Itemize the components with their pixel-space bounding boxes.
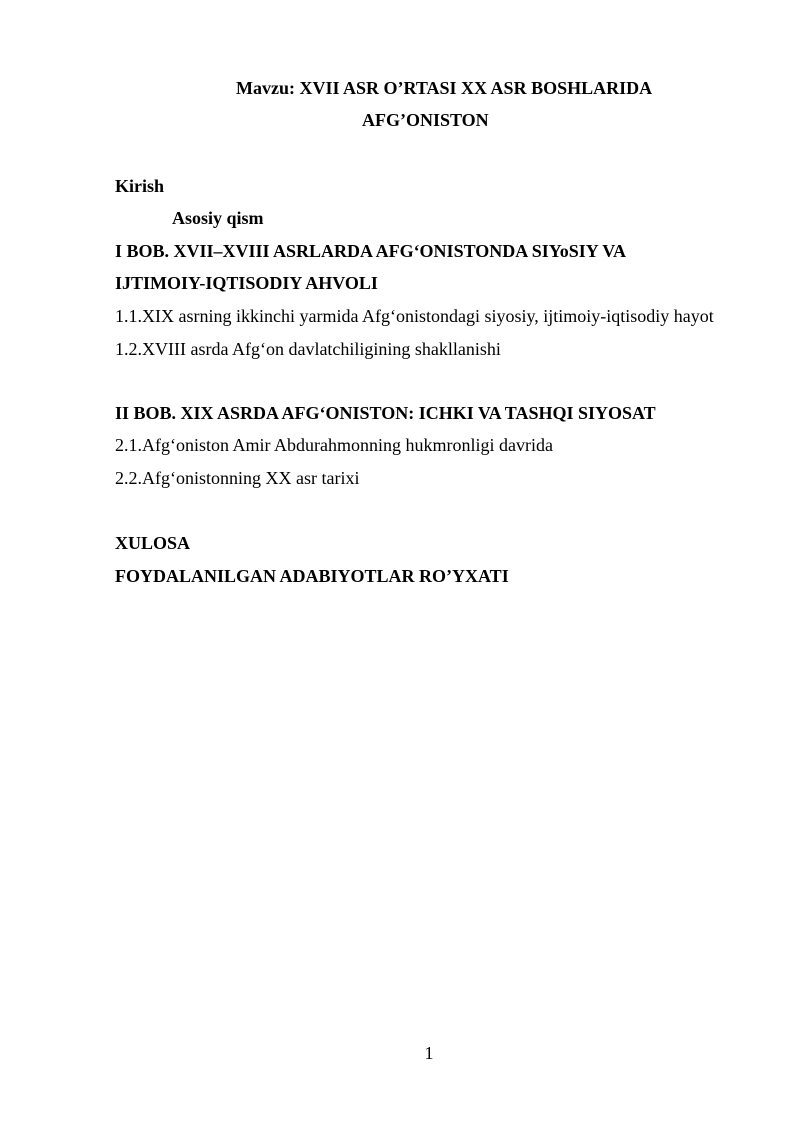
toc-intro: Kirish bbox=[115, 176, 165, 196]
toc-main-part: Asosiy qism bbox=[172, 208, 264, 228]
chapter-1-heading-line-1: I BOB. XVII–XVIII ASRLARDA AFG‘ONISTONDA SIYoSIY VA bbox=[115, 241, 626, 261]
toc-section-2-1: 2.1.Afg‘oniston Amir Abdurahmonning hukmronligi davrida bbox=[115, 435, 553, 455]
toc-section-1-1: 1.1.XIX asrning ikkinchi yarmida Afg‘onistondagi siyosiy, ijtimoiy-iqtisodiy hayot bbox=[115, 306, 714, 326]
toc-section-2-2: 2.2.Afg‘onistonning XX asr tarixi bbox=[115, 468, 360, 488]
chapter-1-heading-line-2: IJTIMOIY-IQTISODIY AHVOLI bbox=[115, 273, 378, 293]
toc-section-1-2: 1.2.XVIII asrda Afg‘on davlatchiligining shakllanishi bbox=[115, 339, 501, 359]
page-number: 1 bbox=[424, 1043, 434, 1063]
toc-conclusion: XULOSA bbox=[115, 533, 191, 553]
chapter-2-heading: II BOB. XIX ASRDA AFG‘ONISTON: ICHKI VA TASHQI SIYOSAT bbox=[115, 403, 656, 423]
toc-references: FOYDALANILGAN ADABIYOTLAR RO’YXATI bbox=[115, 566, 509, 586]
title-line-1: Mavzu: XVII ASR O’RTASI XX ASR BOSHLARIDA bbox=[236, 78, 653, 98]
title-line-2: AFG’ONISTON bbox=[362, 110, 489, 130]
